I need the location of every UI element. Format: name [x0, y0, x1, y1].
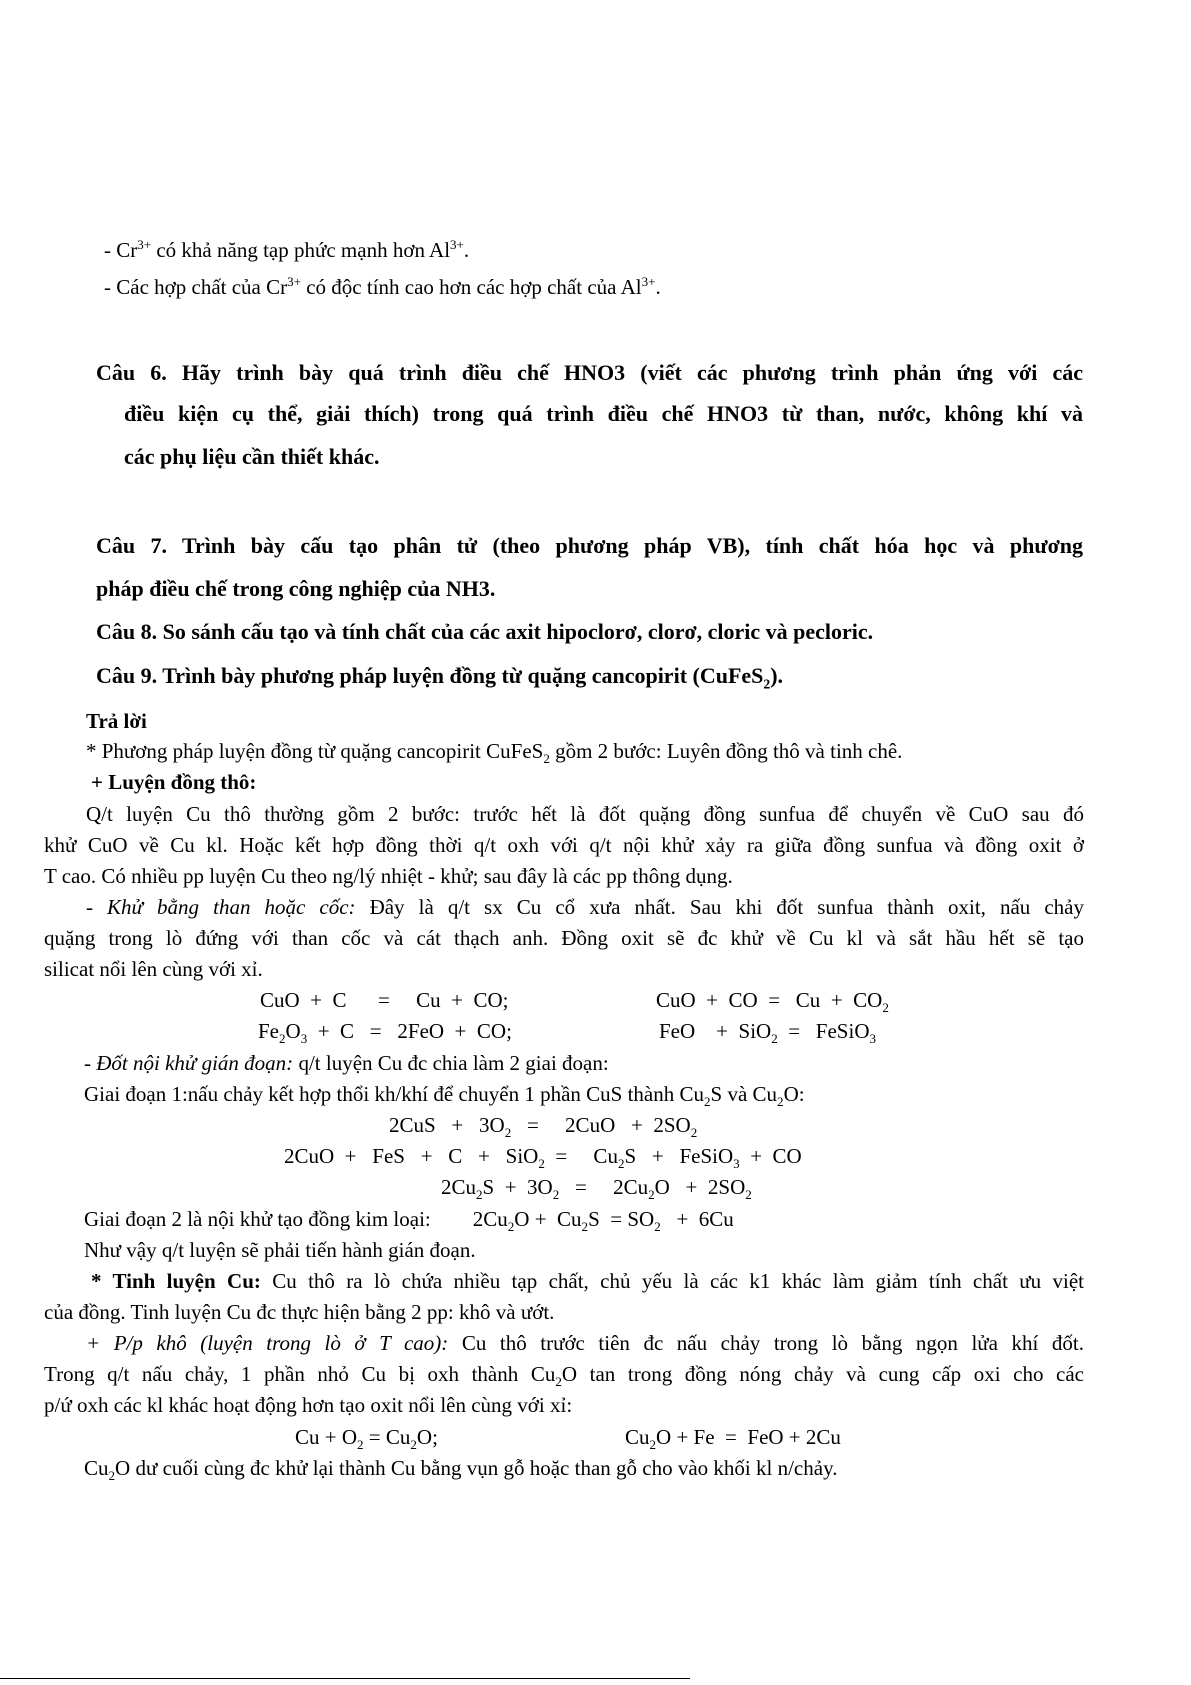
- bullet-cr-complex: - $Cr^{3+}$ có khả năng tạp phức mạnh hơn $Al^{3+}$.: [104, 237, 470, 262]
- crude-paragraph-line-3: T cao. Có nhiều pp luyện Cu theo ng/lý nhiệt - khử; sau đây là các pp thông dụng.: [44, 864, 733, 888]
- stage-1: Giai đoạn 1:nấu chảy kết hợp thổi kh/khí để chuyển 1 phần CuS thành $Cu_2S$ và $Cu_2O$:: [84, 1082, 805, 1110]
- equation-cu-o2: $Cu + O_2 = Cu_2O$;: [295, 1425, 438, 1453]
- question-7-line-2: pháp điều chế trong công nghiệp của NH3.: [96, 576, 496, 601]
- question-9: Câu 9. Trình bày phương pháp luyện đồng từ quặng cancopirit (CuFeS$_2$).: [96, 663, 784, 692]
- question-6-line-3: các phụ liệu cần thiết khác.: [124, 444, 380, 469]
- refining-line-1: * Tinh luyện Cu: Cu thô ra lò chứa nhiều tạp chất, chủ yếu là các k1 khác làm giảm tính chất ưu việt: [91, 1269, 1084, 1293]
- question-7-line-1: Câu 7. Trình bày cấu tạo phân tử (theo phương pháp VB), tính chất hóa học và phương: [96, 533, 1083, 558]
- footer-divider: [0, 1678, 690, 1679]
- dry-method-line-3: p/ứ oxh các kl khác hoạt động hơn tạo oxit nổi lên cùng với xỉ:: [44, 1393, 573, 1417]
- equation-cuo-fes: 2CuO + FeS + C + SiO$_2$ = $Cu_2S$ + FeSiO$_3$ + CO: [284, 1144, 802, 1172]
- coke-reduction-line-3: silicat nổi lên cùng với xỉ.: [44, 957, 263, 981]
- conclusion: Như vậy q/t luyện sẽ phải tiến hành gián đoạn.: [84, 1238, 476, 1262]
- coke-reduction-line-2: quặng trong lò đứng với than cốc và cát thạch anh. Đồng oxit sẽ đc khử về Cu kl và sắt hầu hết sẽ tạo: [44, 926, 1084, 950]
- equation-cu2o-fe: $Cu_2O + Fe$ = FeO + 2Cu: [625, 1425, 841, 1453]
- question-8: Câu 8. So sánh cấu tạo và tính chất của các axit hipoclorơ, clorơ, cloric và pecloric.: [96, 619, 874, 644]
- dry-method-line-2: Trong q/t nấu chảy, 1 phần nhỏ Cu bị oxh thành $Cu_2O$ tan trong đồng nóng chảy và cung cấp oxi cho các: [44, 1362, 1084, 1390]
- equation-cu2s-o2: $2Cu_2S + 3O_2$ = $2Cu_2O + 2SO_2$: [441, 1175, 752, 1203]
- refining-line-2: của đồng. Tinh luyện Cu đc thực hiện bằng 2 pp: khô và ướt.: [44, 1300, 555, 1324]
- answer-title: Trả lời: [86, 709, 147, 733]
- equation-cuo-c: CuO + C = Cu + CO;: [260, 988, 509, 1012]
- equation-feo-sio2: FeO + SiO$_2$ = FeSiO$_3$: [659, 1019, 877, 1047]
- equation-cuo-co: CuO + CO = $Cu + CO_2$: [656, 988, 889, 1016]
- equation-fe2o3-c: $Fe_2O_3 + C = 2FeO$ + CO;: [258, 1019, 512, 1047]
- stage-2: Giai đoạn 2 là nội khử tạo đồng kim loại: $2Cu_2O + Cu_2S = SO_2 + 6Cu$: [84, 1207, 734, 1235]
- coke-reduction-line-1: - Khử bằng than hoặc cốc: Đây là q/t sx Cu cổ xưa nhất. Sau khi đốt sunfua thành oxit, nấu chảy: [86, 895, 1084, 919]
- equation-cus-o2: $2CuS + 3O_2$ = $2CuO + 2SO_2$: [389, 1113, 698, 1141]
- question-6-line-2: điều kiện cụ thể, giải thích) trong quá trình điều chế HNO3 từ than, nước, không khí và: [124, 401, 1083, 426]
- dry-method-line-1: + P/p khô (luyện trong lò ở T cao): Cu thô trước tiên đc nấu chảy trong lò bằng ngọn lửa khí đốt.: [86, 1331, 1084, 1355]
- answer-intro: * Phương pháp luyện đồng từ quặng cancopirit CuFeS$_2$ gồm 2 bước: Luyên đồng thô và tinh chê.: [86, 739, 903, 767]
- question-6-line-1: Câu 6. Hãy trình bày quá trình điều chế HNO3 (viết các phương trình phản ứng với các: [96, 360, 1083, 385]
- interrupted-method: - Đốt nội khử gián đoạn: q/t luyện Cu đc chia làm 2 giai đoạn:: [84, 1051, 609, 1075]
- crude-copper-heading: + Luyện đồng thô:: [91, 770, 257, 794]
- final-statement: $Cu_2O$ dư cuối cùng đc khử lại thành Cu bằng vụn gỗ hoặc than gỗ cho vào khối kl n/chảy.: [84, 1456, 838, 1484]
- crude-paragraph-line-1: Q/t luyện Cu thô thường gồm 2 bước: trước hết là đốt quặng đồng sunfua để chuyển về CuO sau đó: [86, 802, 1084, 826]
- bullet-cr-toxic: - Các hợp chất của $Cr^{3+}$ có độc tính cao hơn các hợp chất của $Al^{3+}$.: [104, 274, 661, 299]
- crude-paragraph-line-2: khử CuO về Cu kl. Hoặc kết hợp đồng thời q/t oxh với q/t nội khử xảy ra giữa đồng sunfua và đồng oxit ở: [44, 833, 1084, 857]
